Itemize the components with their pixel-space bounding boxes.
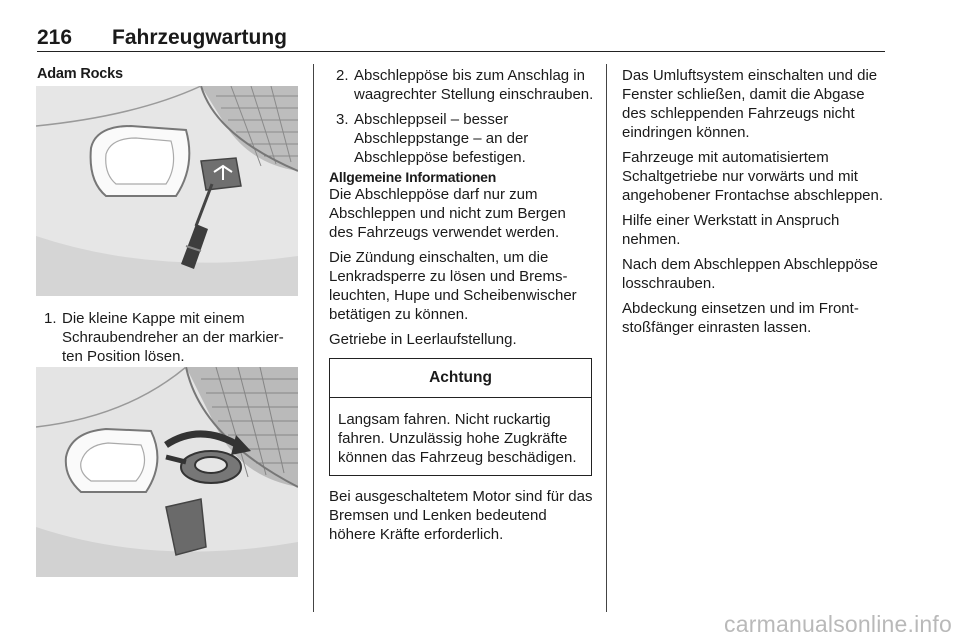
page-number: 216	[37, 26, 73, 49]
column-3	[622, 66, 886, 343]
step-text: Die kleine Kappe mit einem Schraubendreher an der markierten Position lösen.	[62, 310, 284, 365]
section-subheading-adam-rocks: Adam Rocks	[37, 66, 123, 82]
paragraph-workshop: Hilfe einer Werkstatt in Anspruch nehmen.	[622, 212, 840, 248]
section-subheading-general-info: Allgemeine Informationen	[329, 169, 497, 185]
paragraph-unscrew: Nach dem Abschleppen Abschleppöse losschrauben.	[622, 256, 879, 292]
step-number: 3.	[336, 111, 349, 128]
column-2	[329, 66, 594, 550]
step-number: 2.	[336, 67, 349, 84]
step-3	[329, 110, 594, 167]
paragraph-engine-off: Bei ausgeschaltetem Motor sind für das Bremsen und Lenken bedeutend höhere Kräfte erforderlich.	[329, 488, 593, 543]
paragraph-neutral: Getriebe in Leerlaufstellung.	[329, 331, 517, 348]
steps-list-col1	[37, 309, 299, 372]
step-text: Abschleppöse bis zum Anschlag in waagrechter Stellung einschrauben.	[354, 67, 594, 103]
warning-box	[329, 358, 592, 476]
paragraph-insert-cover: Abdeckung einsetzen und im Frontstoßfänger einrasten lassen.	[622, 300, 859, 336]
column-divider-2	[606, 64, 607, 612]
column-divider-1	[313, 64, 314, 612]
paragraph-tow-eye-usage: Die Abschleppöse darf nur zum Abschleppen und nicht zum Bergen des Fahrzeugs verwendet werden.	[329, 186, 566, 241]
chapter-title: Fahrzeugwartung	[112, 26, 288, 49]
header-rule	[37, 51, 885, 52]
step-text: Abschleppseil – besser Abschleppstange – an der Abschleppöse befestigen.	[354, 111, 529, 166]
watermark: carmanualsonline.info	[724, 611, 952, 637]
step-2	[329, 66, 594, 104]
step-number: 1.	[44, 310, 57, 327]
warning-title: Achtung	[330, 359, 591, 398]
paragraph-automated-gearbox: Fahrzeuge mit automatisiertem Schaltgetriebe nur vorwärts und mit angehobener Frontachse abschleppen.	[622, 149, 884, 204]
paragraph-ignition: Die Zündung einschalten, um die Lenkradsperre zu lösen und Bremsleuchten, Hupe und Scheibenwischer betätigen zu können.	[329, 249, 577, 323]
warning-text: Langsam fahren. Nicht ruckartig fahren. Unzulässig hohe Zugkräfte können das Fahrzeug beschädigen.	[338, 411, 577, 466]
illustration-tow-eye	[36, 367, 298, 577]
illustration-remove-cap	[36, 86, 298, 296]
step-1	[37, 309, 299, 366]
paragraph-recirculation: Das Umluftsystem einschalten und die Fenster schließen, damit die Abgase des schleppenden Fahrzeugs nicht eindringen können.	[622, 67, 878, 141]
